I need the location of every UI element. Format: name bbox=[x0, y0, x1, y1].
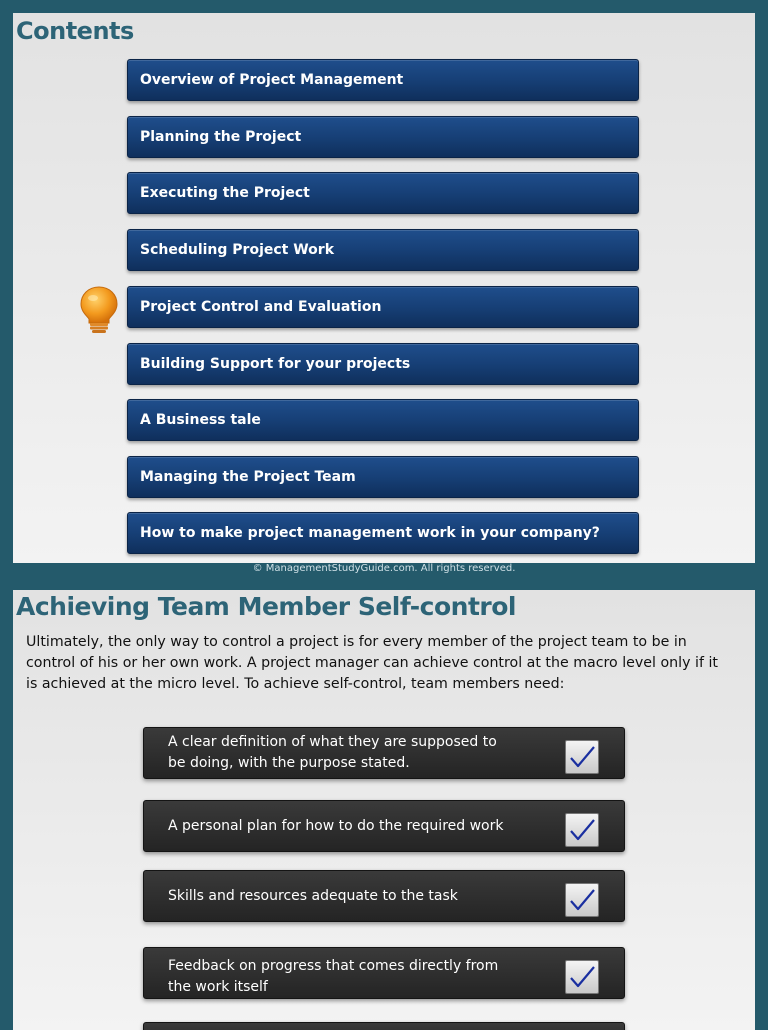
need-text: A clear definition of what they are supposed to be doing, with the purpose stated. bbox=[168, 734, 497, 771]
need-item bbox=[143, 800, 625, 852]
need-item bbox=[143, 947, 625, 999]
toc-item-planning[interactable]: Planning the Project bbox=[127, 116, 639, 158]
checkmark-icon bbox=[568, 816, 596, 844]
checkbox[interactable] bbox=[565, 883, 599, 917]
need-item-partial bbox=[143, 1022, 625, 1030]
checkbox[interactable] bbox=[565, 813, 599, 847]
toc-item-executing[interactable]: Executing the Project bbox=[127, 172, 639, 214]
copyright-note: © ManagementStudyGuide.com. All rights reserved. bbox=[252, 563, 516, 574]
need-text: A personal plan for how to do the required work bbox=[168, 818, 504, 834]
contents-slide bbox=[13, 13, 755, 563]
toc-item-business-tale[interactable]: A Business tale bbox=[127, 399, 639, 441]
toc-item-control[interactable]: Project Control and Evaluation bbox=[127, 286, 639, 328]
checkbox[interactable] bbox=[565, 960, 599, 994]
checkbox[interactable] bbox=[565, 740, 599, 774]
lightbulb-icon bbox=[79, 285, 119, 335]
self-control-slide bbox=[13, 590, 755, 1030]
need-item bbox=[143, 870, 625, 922]
checkmark-icon bbox=[568, 743, 596, 771]
toc-item-company[interactable]: How to make project management work in your company? bbox=[127, 512, 639, 554]
need-text: Skills and resources adequate to the task bbox=[168, 888, 458, 904]
toc-item-scheduling[interactable]: Scheduling Project Work bbox=[127, 229, 639, 271]
checkmark-icon bbox=[568, 886, 596, 914]
contents-title: Contents bbox=[16, 17, 134, 45]
checkmark-icon bbox=[568, 963, 596, 991]
need-text: Feedback on progress that comes directly from the work itself bbox=[168, 958, 499, 995]
intro-paragraph: Ultimately, the only way to control a project is for every member of the project team to be in control of his or her own work. A project manager can achieve control at the macro level only if it is achieved at the micro level. To achieve self-control, team members need: bbox=[26, 634, 718, 692]
need-item bbox=[143, 727, 625, 779]
toc-item-overview[interactable]: Overview of Project Management bbox=[127, 59, 639, 101]
toc-item-team[interactable]: Managing the Project Team bbox=[127, 456, 639, 498]
self-control-title: Achieving Team Member Self-control bbox=[16, 592, 516, 621]
toc-item-support[interactable]: Building Support for your projects bbox=[127, 343, 639, 385]
